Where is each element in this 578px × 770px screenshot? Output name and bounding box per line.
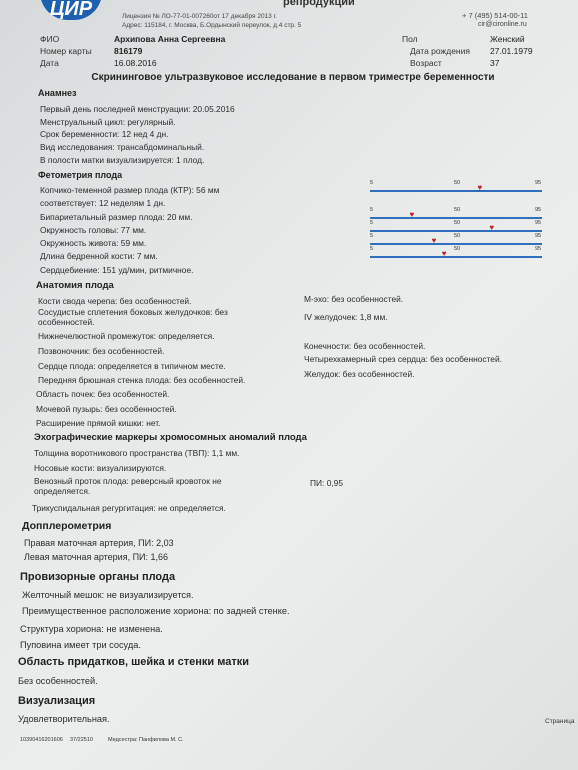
age-value: 37 — [490, 58, 500, 68]
percentile-marker-icon: ♥ — [489, 223, 495, 232]
percentile-scale — [370, 180, 542, 195]
clinic-subtitle: репродукции — [283, 0, 355, 8]
anamnesis-line: Вид исследования: трансабдоминальный. — [40, 142, 205, 152]
anamnesis-line: В полости матки визуализируется: 1 плод. — [40, 155, 205, 165]
markers-heading: Эхографические маркеры хромосомных аномалий плода — [34, 432, 307, 443]
percentile-scale — [370, 246, 542, 261]
percentile-marker-icon: ♥ — [477, 183, 483, 192]
anamnesis-line: Срок беременности: 12 нед 4 дн. — [40, 129, 169, 139]
age-label: Возраст — [410, 58, 442, 68]
fio-label: ФИО — [40, 34, 60, 44]
anatomy-line: Передняя брюшная стенка плода: без особенностей. — [38, 375, 246, 385]
scale-line — [370, 243, 542, 245]
anamnesis-heading: Анамнез — [38, 88, 77, 98]
percentile-marker-icon: ♥ — [441, 249, 447, 258]
anamnesis-line: Первый день последней менструации: 20.05.2016 — [40, 104, 235, 114]
fetometry-line: Окружность живота: 59 мм. — [40, 238, 147, 248]
anatomy-line: Кости свода черепа: без особенностей. — [38, 296, 192, 306]
doppler-line: Правая маточная артерия, ПИ: 2,03 — [24, 538, 174, 548]
phone-text: + 7 (495) 514-00-11 — [462, 11, 528, 20]
markers-line: Трикуспидальная регургитация: не определяется. — [32, 503, 226, 513]
scale-line — [370, 256, 542, 258]
scale-tick-label: 95 — [535, 207, 542, 213]
fetometry-heading: Фетометрия плода — [38, 170, 123, 180]
fetometry-line: Длина бедренной кости: 7 мм. — [40, 251, 158, 261]
scale-tick-label: 50 — [454, 207, 461, 213]
scale-tick-label: 5 — [370, 246, 374, 252]
scale-tick-label: 95 — [535, 233, 542, 239]
anatomy-line: Расширение прямой кишки: нет. — [36, 418, 161, 428]
anamnesis-line: Менструальный цикл: регулярный. — [40, 117, 176, 127]
markers-line: Носовые кости: визуализируются. — [34, 463, 167, 473]
scale-tick-label: 50 — [454, 220, 461, 226]
date-value: 16.08.2016 — [114, 58, 157, 68]
appendages-line: Без особенностей. — [18, 676, 98, 686]
footer-page: Страница — [545, 718, 575, 725]
fio-value: Архипова Анна Сергеевна — [114, 34, 226, 44]
clinic-logo: ЦИР — [40, 0, 102, 20]
card-value: 816179 — [114, 46, 143, 56]
provisional-line: Пуповина имеет три сосуда. — [20, 640, 141, 650]
sex-value: Женский — [490, 34, 525, 44]
anatomy-line: Сосудистые сплетения боковых желудочков: без особенностей. — [38, 307, 228, 327]
report-title: Скрининговое ультразвуковое исследование в первом триместре беременности — [91, 72, 495, 83]
scale-line — [370, 217, 542, 219]
dob-label: Дата рождения — [410, 46, 470, 56]
anatomy-right-line: Желудок: без особенностей. — [304, 369, 415, 379]
markers-line: Венозный проток плода: реверсный кровоток не определяется. — [34, 476, 222, 496]
fetometry-line: соответствует: 12 неделям 1 дн. — [40, 198, 166, 208]
scale-tick-label: 50 — [454, 246, 461, 252]
anatomy-line: Нижнечелюстной промежуток: определяется. — [38, 331, 215, 341]
sex-label: Пол — [402, 34, 418, 44]
anatomy-line: Сердце плода: определяется в типичном месте. — [38, 361, 226, 371]
scale-tick-label: 95 — [535, 220, 542, 226]
provisional-line: Желточный мешок: не визуализируется. — [22, 590, 194, 600]
footer-num: 37/22510 — [70, 737, 93, 743]
scale-tick-label: 50 — [454, 180, 461, 186]
anatomy-line: Область почек: без особенностей. — [36, 389, 170, 399]
percentile-marker-icon: ♥ — [431, 236, 437, 245]
footer-code: 10390416201606 — [20, 737, 63, 743]
fetometry-line: Окружность головы: 77 мм. — [40, 225, 147, 235]
visualization-heading: Визуализация — [18, 695, 96, 707]
scale-line — [370, 190, 542, 192]
anatomy-line: Мочевой пузырь: без особенностей. — [36, 404, 177, 414]
dob-value: 27.01.1979 — [490, 46, 533, 56]
doppler-line: Левая маточная артерия, ПИ: 1,66 — [24, 552, 169, 562]
scale-tick-label: 5 — [370, 207, 374, 213]
card-label: Номер карты — [40, 46, 92, 56]
anatomy-right-line: Четырехкамерный срез сердца: без особенностей. — [304, 354, 502, 364]
anatomy-heading: Анатомия плода — [36, 280, 114, 291]
provisional-line: Преимущественное расположение хориона: по задней стенке. — [22, 606, 290, 616]
venous-pi: ПИ: 0,95 — [310, 478, 343, 488]
fetometry-line: Бипариетальный размер плода: 20 мм. — [40, 212, 193, 222]
provisional-line: Структура хориона: не изменена. — [20, 624, 163, 634]
scale-tick-label: 50 — [454, 233, 461, 239]
email-text: cir@cironline.ru — [478, 21, 527, 28]
anatomy-right-line: Конечности: без особенностей. — [304, 341, 426, 351]
provisional-heading: Провизорные органы плода — [20, 571, 176, 583]
fetometry-line: Сердцебиение: 151 уд/мин, ритмичное. — [40, 265, 194, 275]
anatomy-right-line: IV желудочек: 1,8 мм. — [304, 312, 388, 322]
fetometry-line: Копчико-теменной размер плода (КТР): 56 мм — [40, 185, 220, 195]
visualization-line: Удовлетворительная. — [18, 714, 110, 724]
doppler-heading: Допплерометрия — [22, 520, 112, 532]
address-text: Адрес: 115184, г. Москва, Б.Ордынский переулок, д.4 стр. 5 — [122, 22, 302, 29]
date-label: Дата — [40, 58, 59, 68]
scale-tick-label: 5 — [370, 180, 374, 186]
anatomy-line: Позвоночник: без особенностей. — [38, 346, 165, 356]
scale-tick-label: 5 — [370, 233, 374, 239]
scale-tick-label: 95 — [535, 180, 542, 186]
scale-tick-label: 5 — [370, 220, 374, 226]
anatomy-right-line: М-эхо: без особенностей. — [304, 294, 404, 304]
scale-tick-label: 95 — [535, 246, 542, 252]
percentile-marker-icon: ♥ — [409, 210, 415, 219]
license-text: Лицензия № ЛО-77-01-007260от 17 декабря 2013 г. — [122, 13, 277, 20]
footer-nurse: Медсестра: Панфилова М. С. — [108, 737, 184, 743]
markers-line: Толщина воротникового пространства (ТВП): 1,1 мм. — [34, 448, 240, 458]
appendages-heading: Область придатков, шейка и стенки матки — [18, 656, 249, 668]
scale-line — [370, 230, 542, 232]
